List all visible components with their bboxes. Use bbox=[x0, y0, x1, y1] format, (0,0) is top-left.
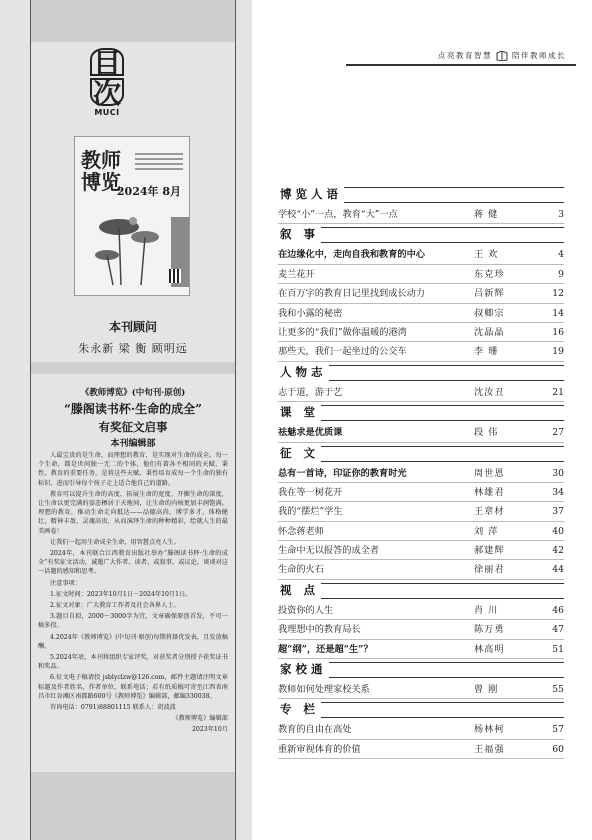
toc-entry[interactable] bbox=[278, 342, 564, 361]
toc-entry[interactable] bbox=[278, 265, 564, 284]
entry-author: 王 欢 bbox=[474, 249, 499, 261]
entry-author: 杨林柯 bbox=[474, 724, 505, 736]
section-label: 专 栏 bbox=[280, 702, 320, 717]
entry-author: 周世恩 bbox=[474, 467, 505, 479]
entry-author: 郝建辉 bbox=[474, 545, 505, 557]
magazine-cover bbox=[74, 136, 190, 296]
entry-author: 吕新辉 bbox=[474, 288, 505, 300]
toc-entry[interactable] bbox=[278, 620, 564, 639]
entry-page-number: 37 bbox=[552, 506, 564, 518]
entry-author: 沈晶晶 bbox=[474, 326, 505, 338]
notice-paragraph: 6.征文电子稿请投 jsblyclzw@126.com，邮件主题请注明文章标题及作者姓名、作者单位、联系电话；若有纸质稿可寄至江西省南昌市红谷滩区南都路600号《教师博览》编辑部，邮编330038。 bbox=[38, 674, 228, 700]
entry-author: 王章材 bbox=[474, 506, 505, 518]
entry-author: 段 伟 bbox=[474, 427, 499, 439]
entry-page-number: 55 bbox=[552, 684, 564, 696]
section-label: 视 点 bbox=[280, 582, 320, 597]
section-label: 博览人语 bbox=[280, 187, 342, 201]
entry-page-number: 14 bbox=[552, 307, 564, 319]
entry-title: 总有一首诗，印证你的教育时光 bbox=[278, 467, 407, 479]
entry-page-number: 19 bbox=[552, 346, 564, 358]
notice-paragraph: 教育可以提升生命的高度，拓展生命的宽度，开掘生命的深度，让生命以更完满的姿态栖居于天地间，让生命的内核更加丰润饱满。理想的教育，推动生命走向抵达——品德高尚，博学多才，体格健壮，精神丰盈，灵魂高贵，从而演绎生命的种种精彩，绘就人生的最美画卷！ bbox=[38, 490, 228, 535]
notice-signature: 《教师博览》编辑部 bbox=[172, 715, 228, 723]
entry-title: 怀念蒋老师 bbox=[278, 525, 324, 537]
entry-page-number: 46 bbox=[552, 604, 564, 616]
toc-section-header bbox=[278, 702, 564, 720]
entry-author: 李 珊 bbox=[474, 346, 499, 358]
entry-title: 学校“小”一点，教育“大”一点 bbox=[278, 209, 398, 220]
running-header bbox=[438, 50, 566, 61]
header-right-text: 陪伴教师成长 bbox=[512, 51, 566, 60]
notice-paragraph: 2.征文对象：广大教育工作者及社会各界人士。 bbox=[50, 602, 180, 610]
section-label: 家校通 bbox=[280, 662, 327, 677]
entry-author: 肖 川 bbox=[474, 604, 499, 616]
entry-page-number: 57 bbox=[552, 724, 564, 736]
entry-title: 麦兰花开 bbox=[278, 268, 315, 280]
contents-char-2: 次 bbox=[90, 78, 124, 106]
book-icon bbox=[496, 51, 508, 61]
cover-issue: 2024年 8月 bbox=[116, 185, 181, 198]
notice-contact: 咨询电话：0791)88801115 联系人：胡波波 bbox=[50, 704, 176, 712]
notice-paragraph: 4.2024年《教师博览》(中旬刊·原创)每期将择优发表，且发放稿酬。 bbox=[38, 633, 228, 650]
toc-entry[interactable] bbox=[278, 601, 564, 620]
entry-title: 在边缘化中，走向自我和教育的中心 bbox=[278, 249, 425, 261]
sidebar-band-top bbox=[31, 0, 235, 42]
toc-entry[interactable] bbox=[278, 680, 564, 699]
entry-page-number: 40 bbox=[552, 525, 564, 537]
header-rule bbox=[346, 64, 576, 66]
entry-author: 陈万勇 bbox=[474, 624, 505, 636]
entry-page-number: 3 bbox=[558, 209, 564, 220]
toc-entry[interactable] bbox=[278, 502, 564, 521]
entry-author: 曾 刚 bbox=[474, 684, 499, 696]
section-label: 人物志 bbox=[280, 364, 327, 379]
entry-title: 祛魅求是优质课 bbox=[278, 427, 343, 439]
entry-title: 重新审视体育的价值 bbox=[278, 743, 361, 755]
toc-section-header bbox=[278, 446, 564, 464]
toc-entry[interactable] bbox=[278, 464, 564, 483]
section-label: 征 文 bbox=[280, 445, 320, 460]
notice-paragraph: 让我们一起用生命成全生命，用智慧点亮人生。 bbox=[50, 538, 180, 546]
entry-author: 刘 萍 bbox=[474, 525, 499, 537]
entry-title: 我理想中的教育局长 bbox=[278, 624, 361, 636]
lotus-illustration-icon bbox=[89, 207, 169, 287]
entry-title: 超“纲”，还是超“生”？ bbox=[278, 643, 373, 655]
toc-entry[interactable] bbox=[278, 423, 564, 442]
sidebar-band-middle bbox=[31, 362, 235, 374]
toc-entry[interactable] bbox=[278, 740, 564, 759]
toc-entry[interactable] bbox=[278, 640, 564, 659]
entry-page-number: 51 bbox=[552, 643, 564, 655]
toc-entry[interactable] bbox=[278, 541, 564, 560]
header-left-text: 点亮教育智慧 bbox=[438, 51, 492, 60]
entry-page-number: 4 bbox=[558, 249, 564, 261]
entry-page-number: 16 bbox=[552, 326, 564, 338]
sidebar-band-bottom bbox=[31, 772, 235, 840]
entry-title: 让更多的“我们”做你温暖的港湾 bbox=[278, 326, 407, 338]
toc-entry[interactable] bbox=[278, 323, 564, 342]
entry-author: 王福强 bbox=[474, 743, 505, 755]
notice-paragraph: 人最宝贵的是生命，而理想的教育，是实现对生命的成全。每一个生命，都是世间独一无二的个体，他们有着各不相同的天赋、秉性，教育的重要任务，是将这些天赋、秉性培育成每一个生命的独有标识，进而引导每个孩子走上适合他自己的道路。 bbox=[38, 452, 228, 487]
contents-heading bbox=[83, 48, 131, 118]
entry-title: 我和小露的秘密 bbox=[278, 307, 343, 319]
entry-title: 教师如何处理家校关系 bbox=[278, 684, 370, 696]
advisors-names: 朱永新 梁 衡 顾明远 bbox=[78, 342, 188, 355]
notice-subtitle: 有奖征文启事 bbox=[98, 420, 168, 434]
essay-contest-notice bbox=[38, 386, 228, 735]
contents-char-1: 目 bbox=[90, 48, 124, 76]
cover-title-line1: 教师 bbox=[81, 148, 121, 172]
entry-page-number: 47 bbox=[552, 624, 564, 636]
entry-author: 东克珍 bbox=[474, 268, 505, 280]
entry-author: 徐丽君 bbox=[474, 564, 505, 576]
entry-author: 叔卿宗 bbox=[474, 307, 505, 319]
toc-section-header bbox=[278, 583, 564, 601]
notice-magazine-name: 《教师博览》(中旬刊·原创) bbox=[80, 388, 186, 398]
toc-entry[interactable] bbox=[278, 245, 564, 264]
notice-paragraph: 注意事项： bbox=[50, 579, 81, 587]
toc-entry[interactable] bbox=[278, 522, 564, 541]
entry-page-number: 44 bbox=[552, 564, 564, 576]
entry-author: 沈汝丑 bbox=[474, 386, 505, 398]
entry-page-number: 21 bbox=[552, 386, 564, 398]
entry-title: 生命中无以报答的成全者 bbox=[278, 545, 380, 557]
entry-title: 生命的火石 bbox=[278, 564, 324, 576]
notice-title: “滕阁读书杯·生命的成全” bbox=[64, 402, 202, 416]
entry-title: 教育的自由在高处 bbox=[278, 724, 352, 736]
section-label: 课 堂 bbox=[280, 405, 320, 420]
toc-entry[interactable] bbox=[278, 205, 564, 224]
toc-section-header bbox=[278, 365, 564, 383]
notice-issuer: 本刊编辑部 bbox=[110, 439, 156, 449]
cover-text-lines bbox=[135, 153, 183, 173]
entry-author: 林雄君 bbox=[474, 486, 505, 498]
toc-section-header bbox=[278, 227, 564, 245]
notice-paragraph: 5.2024年底，本刊将组织专家评奖，对获奖者分别授予获奖证书和奖品。 bbox=[38, 654, 228, 671]
entry-page-number: 9 bbox=[558, 268, 564, 280]
entry-title: 投资你的人生 bbox=[278, 604, 334, 616]
toc-entry[interactable] bbox=[278, 720, 564, 739]
table-of-contents bbox=[278, 184, 564, 759]
qr-code-icon bbox=[169, 269, 181, 283]
entry-title: 我的“摆烂”学生 bbox=[278, 506, 343, 518]
entry-page-number: 42 bbox=[552, 545, 564, 557]
entry-page-number: 60 bbox=[552, 743, 564, 755]
entry-title: 我在等一树花开 bbox=[278, 486, 343, 498]
cover-title-line2: 博览 bbox=[81, 170, 121, 194]
toc-entry[interactable] bbox=[278, 383, 564, 402]
entry-title: 那些天，我们一起坐过的公交车 bbox=[278, 346, 407, 358]
notice-paragraph: 3.题目自拟，2000～3000字为宜，文章确保原创首发，不可一稿多投。 bbox=[38, 613, 228, 630]
toc-section-header bbox=[278, 187, 564, 205]
advisors-title: 本刊顾问 bbox=[108, 320, 157, 334]
section-label: 叙 事 bbox=[280, 227, 320, 242]
entry-page-number: 34 bbox=[552, 486, 564, 498]
entry-page-number: 12 bbox=[552, 288, 564, 300]
notice-date: 2023年10月 bbox=[192, 726, 228, 734]
toc-section-header bbox=[278, 662, 564, 680]
toc-entry[interactable] bbox=[278, 304, 564, 323]
contents-pinyin: MUCI bbox=[94, 108, 120, 117]
left-page bbox=[0, 0, 252, 840]
toc-entry[interactable] bbox=[278, 560, 564, 579]
toc-entry[interactable] bbox=[278, 483, 564, 502]
toc-entry[interactable] bbox=[278, 284, 564, 303]
entry-author: 蒋 健 bbox=[474, 209, 499, 220]
entry-page-number: 27 bbox=[552, 427, 564, 439]
entry-author: 林高明 bbox=[474, 643, 505, 655]
entry-page-number: 30 bbox=[552, 467, 564, 479]
entry-title: 在百万字的教育日记里找到成长动力 bbox=[278, 288, 425, 300]
entry-title: 志于道，游于艺 bbox=[278, 386, 343, 398]
notice-paragraph: 2024年，本刊联合江西教育出版社举办“滕阁读书杯·生命的成全”有奖征文活动，诚邀广大作者、读者，或叙事，或议论，谈谈对这一话题的感知和思考。 bbox=[38, 550, 228, 576]
toc-section-header bbox=[278, 405, 564, 423]
notice-paragraph: 1.征文时间：2023年10月1日－2024年10月1日。 bbox=[50, 590, 192, 598]
